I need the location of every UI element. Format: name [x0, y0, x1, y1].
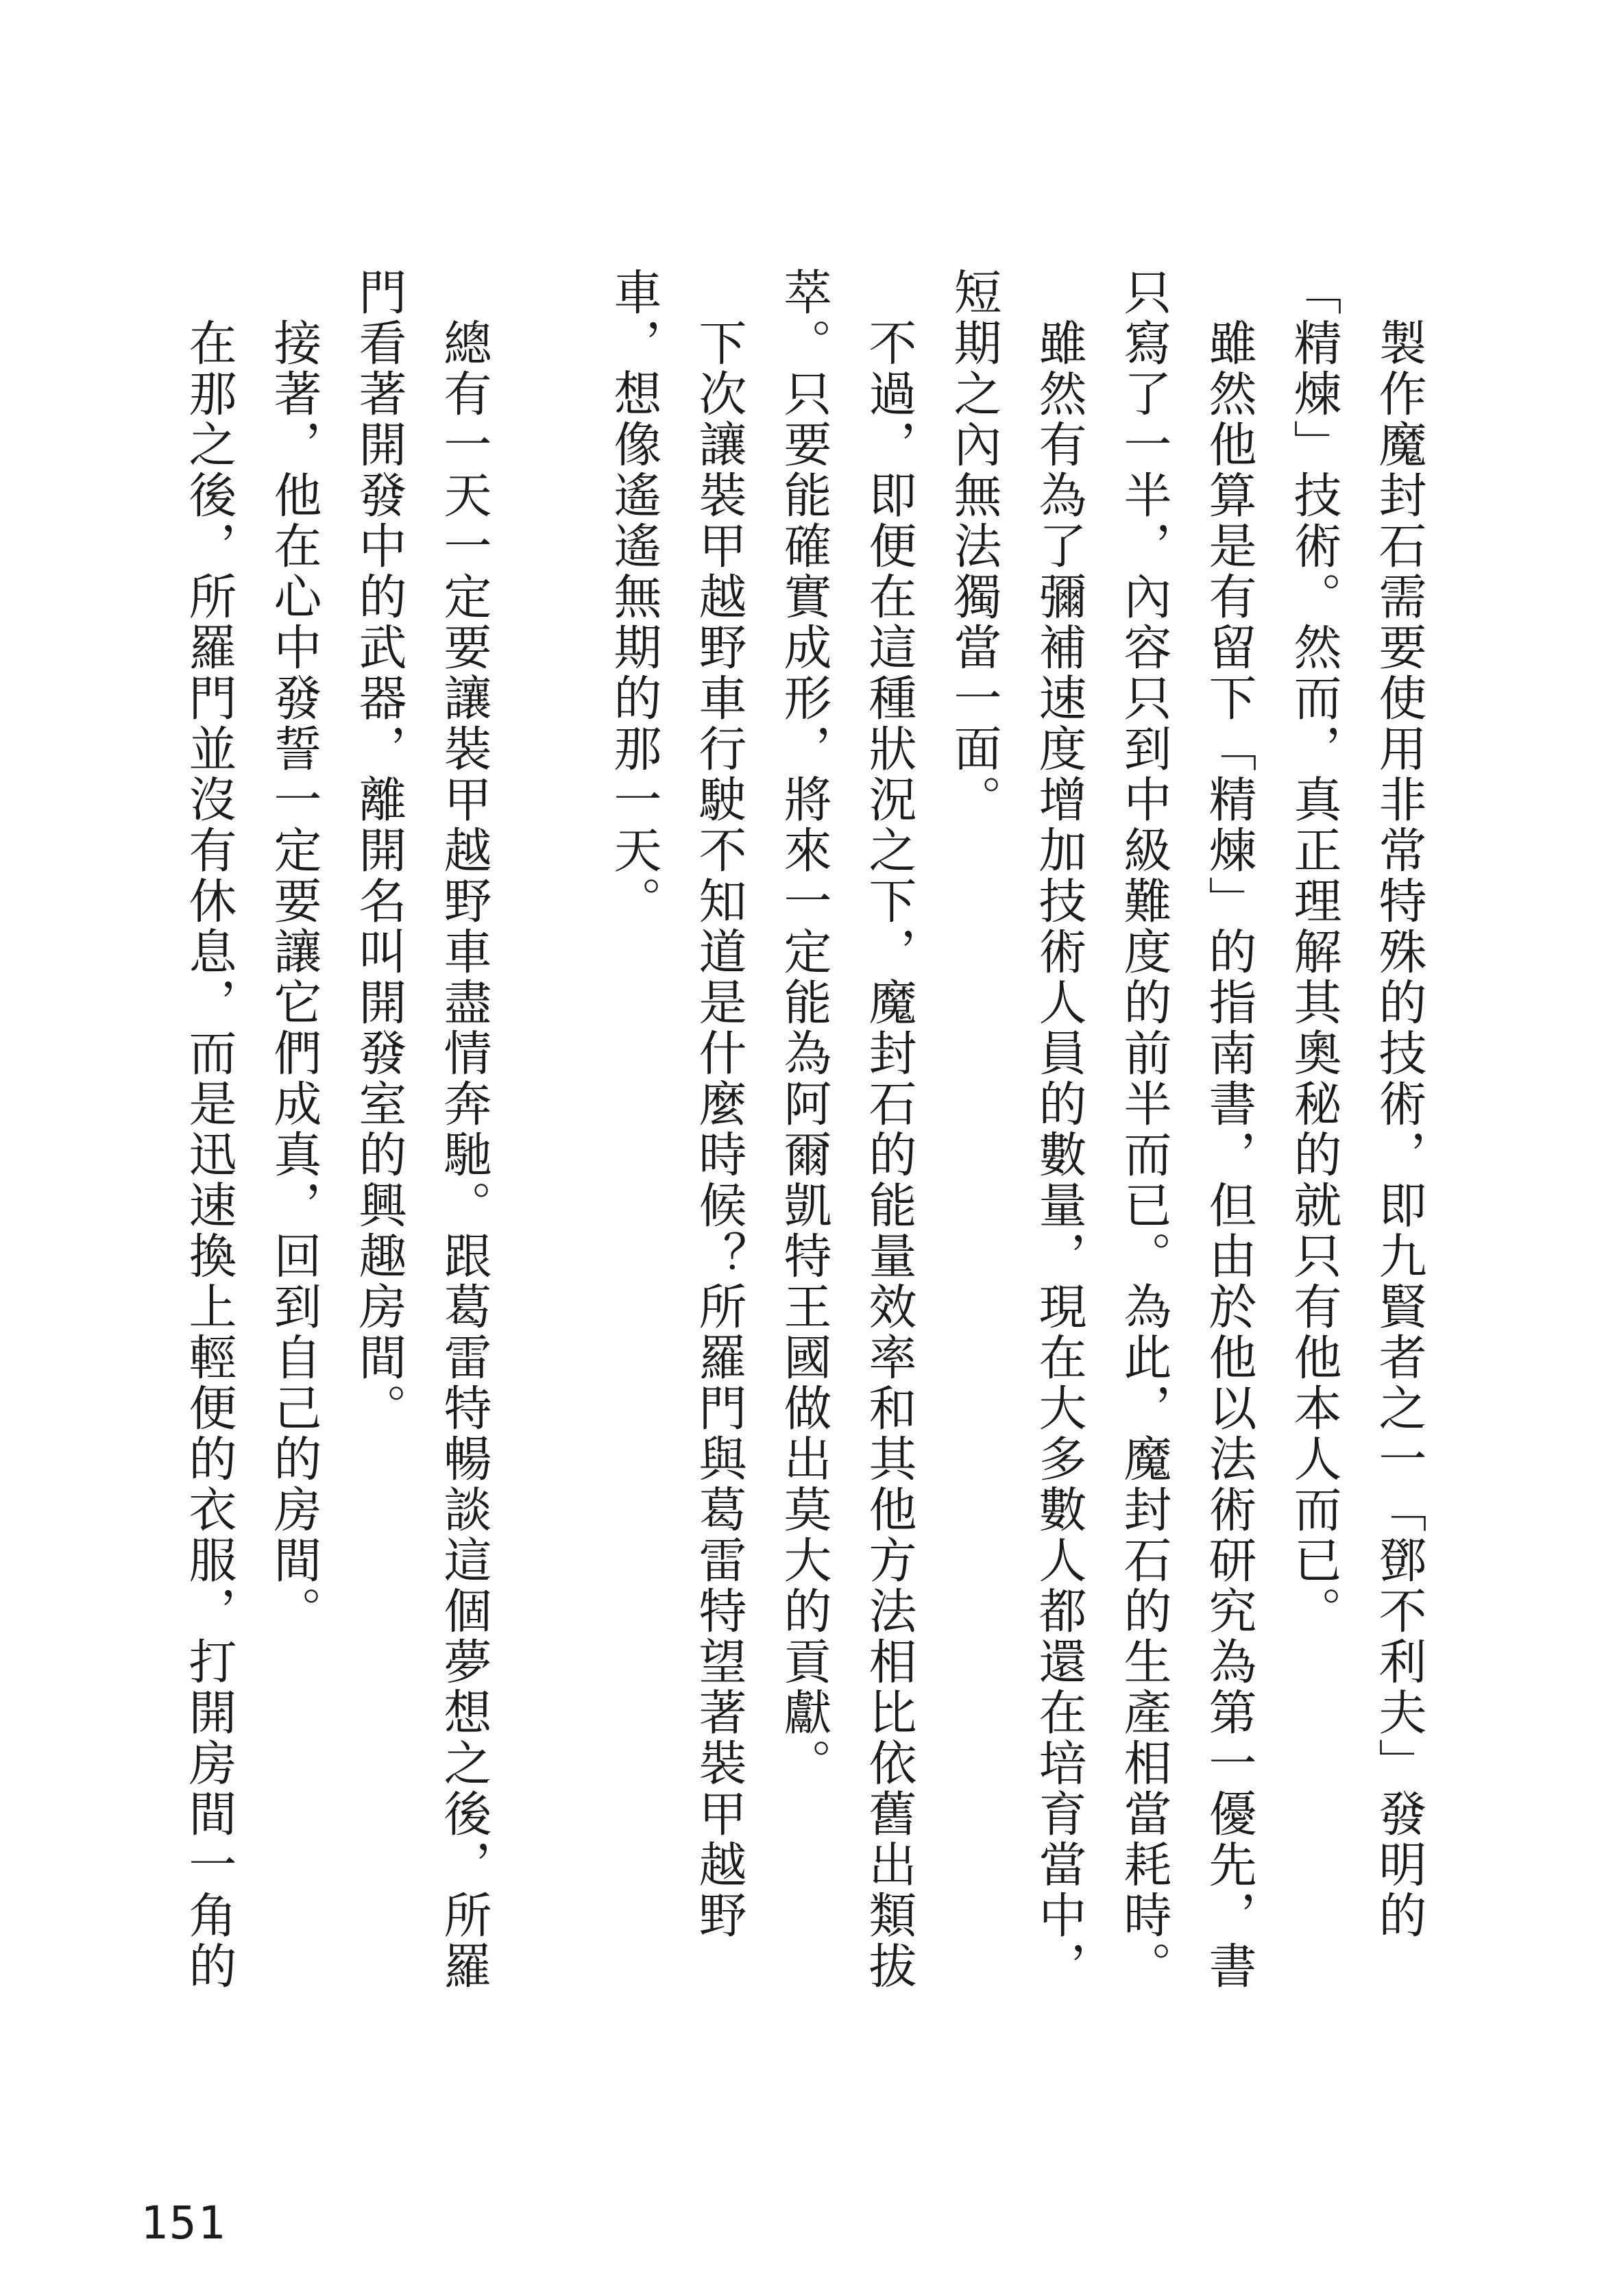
paragraph: 不過，即便在這種狀況之下，魔封石的能量效率和其他方法相比依舊出類拔萃。只要能確實成形，將來一定能為阿爾凱特王國做出莫大的貢獻。 — [776, 267, 917, 1992]
paragraph: 雖然有為了彌補速度增加技術人員的數量，現在大多數人都還在培育當中，短期之內無法獨當一面。 — [946, 267, 1087, 1992]
paragraph: 下次讓裝甲越野車行駛不知道是什麼時候？所羅門與葛雷特望著裝甲越野車，想像遙遙無期的那一天。 — [606, 267, 747, 1941]
paragraph: 雖然他算是有留下「精煉」的指南書，但由於他以法術研究為第一優先，書只寫了一半，內容只到中級難度的前半而已。為此，魔封石的生產相當耗時。 — [1116, 267, 1257, 1992]
paragraph: 總有一天一定要讓裝甲越野車盡情奔馳。跟葛雷特暢談這個夢想之後，所羅門看著開發中的武器，離開名叫開發室的興趣房間。 — [351, 267, 492, 1992]
page-number: 151 — [141, 2197, 227, 2249]
paragraph: 在那之後，所羅門並沒有休息，而是迅速換上輕便的衣服，打開房間一角的 — [181, 318, 237, 1992]
paragraph: 接著，他在心中發誓一定要讓它們成真，回到自己的房間。 — [266, 318, 322, 1637]
novel-text-block — [167, 267, 1442, 1992]
paragraph: 製作魔封石需要使用非常特殊的技術，即九賢者之一「鄧不利夫」發明的「精煉」技術。然而，真正理解其奧秘的就只有他本人而已。 — [1286, 267, 1427, 1941]
